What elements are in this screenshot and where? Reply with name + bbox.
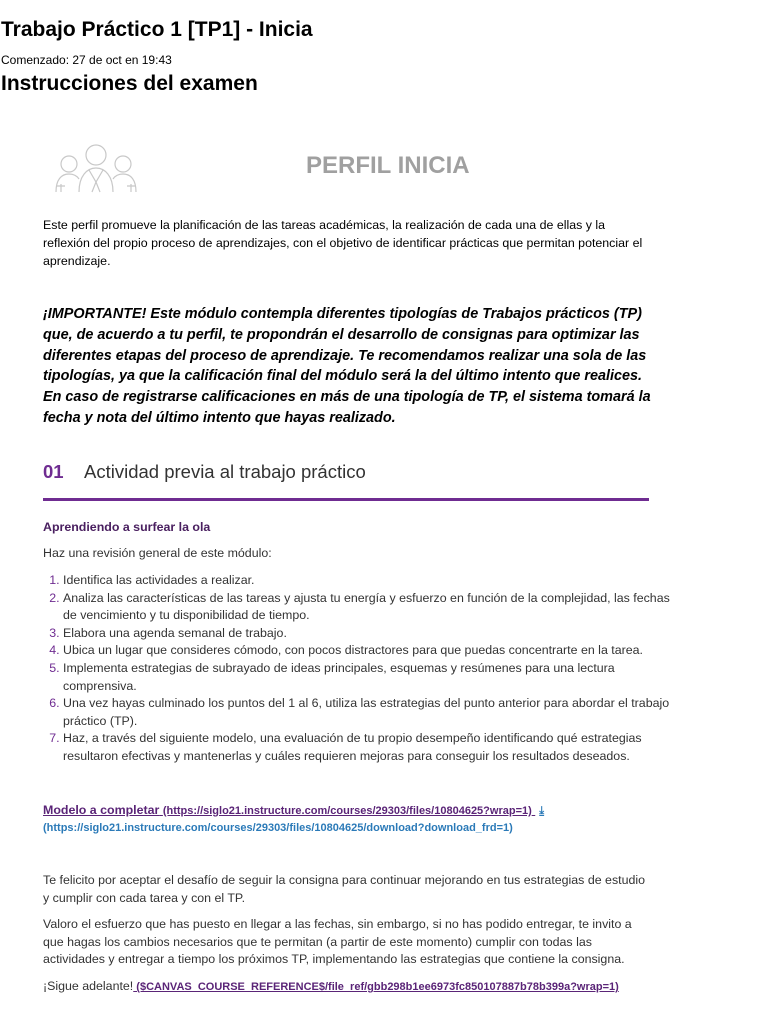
page-title: Trabajo Práctico 1 [TP1] - Inicia: [1, 18, 313, 41]
closing-text: ¡Sigue adelante!: [43, 979, 134, 993]
list-item: 3. Elabora una agenda semanal de trabajo.: [63, 625, 673, 643]
model-link-url: (https://siglo21.instructure.com/courses/29303/files/10804625?wrap=1): [162, 805, 532, 817]
congrats-paragraph: Te felicito por aceptar el desafío de seguir la consigna para continuar mejorando en tus estrategias de estudio y cumplir con cada tarea y con el TP.: [43, 873, 646, 905]
list-item: 5. Implementa estrategias de subrayado de ideas principales, esquemas y resúmenes para una lectura comprensiva.: [63, 660, 673, 695]
effort-paragraph: Valoro el esfuerzo que has puesto en llegar a las fechas, sin embargo, si no has podido entregar, te invito a que hagas los cambios necesarios que te permitan (a partir de este momento) cumplir con todas las actividades y entregar a tiempo los próximos TP, implementando las estrategias que contiene la consigna.: [43, 917, 632, 967]
model-file-link[interactable]: [43, 803, 544, 818]
closing-line: [43, 979, 619, 993]
list-item: 2. Analiza las características de las tareas y ajusta tu energía y esfuerzo en función de la complejidad, las fechas de vencimiento y tu disponibilidad de tiempo.: [63, 590, 673, 625]
profile-title: PERFIL INICIA: [306, 152, 470, 179]
steps-list: [43, 572, 673, 766]
subsection-title: Aprendiendo a surfear la ola: [43, 520, 211, 534]
list-item: 6. Una vez hayas culminado los puntos del 1 al 6, utiliza las estrategias del punto anterior para abordar el trabajo práctico (TP).: [63, 695, 673, 730]
list-item: 4. Ubica un lugar que consideres cómodo, con pocos distractores para que puedas concentrarte en la tarea.: [63, 642, 673, 660]
instructions-heading: Instrucciones del examen: [1, 72, 258, 95]
group-people-icon: [55, 142, 137, 194]
started-timestamp: Comenzado: 27 de oct en 19:43: [1, 53, 172, 67]
list-item: 7. Haz, a través del siguiente modelo, una evaluación de tu propio desempeño identificando qué estrategias resultaron efectivas y mantenerlas y cuáles requieren mejoras para conseguir los resultados deseados.: [63, 730, 673, 765]
profile-intro: Este perfil promueve la planificación de las tareas académicas, la realización de cada una de ellas y la reflexión del propio proceso de aprendizajes, con el objetivo de identificar prácticas que permitan potenciar el aprendizaje.: [43, 218, 643, 268]
list-item: 1. Identifica las actividades a realizar.: [63, 572, 673, 590]
download-link[interactable]: (https://siglo21.instructure.com/courses/29303/files/10804625/download?download_frd=1): [43, 822, 513, 834]
model-link-label: Modelo a completar: [43, 803, 160, 817]
review-text: Haz una revisión general de este módulo:: [43, 546, 272, 560]
section-number: 01: [43, 461, 64, 482]
download-icon[interactable]: ⤓: [539, 805, 545, 817]
section-divider: [43, 498, 649, 501]
file-ref-link[interactable]: ($CANVAS_COURSE_REFERENCE$/file_ref/gbb298b1ee6973fc850107887b78b399a?wrap=1): [133, 981, 619, 993]
section-title: Actividad previa al trabajo práctico: [84, 461, 366, 482]
important-notice: ¡IMPORTANTE! Este módulo contempla diferentes tipologías de Trabajos prácticos (TP) que, de acuerdo a tu perfil, te propondrán el desarrollo de consignas para optimizar las diferentes etapas del proceso de aprendizaje. Te recomendamos realizar una sola de las tipologías, ya que la calificación final del módulo será la del último intento que realices. En caso de registrarse calificaciones en más de una tipología de TP, el sistema tomará la fecha y nota del último intento que hayas realizado.: [43, 306, 651, 426]
